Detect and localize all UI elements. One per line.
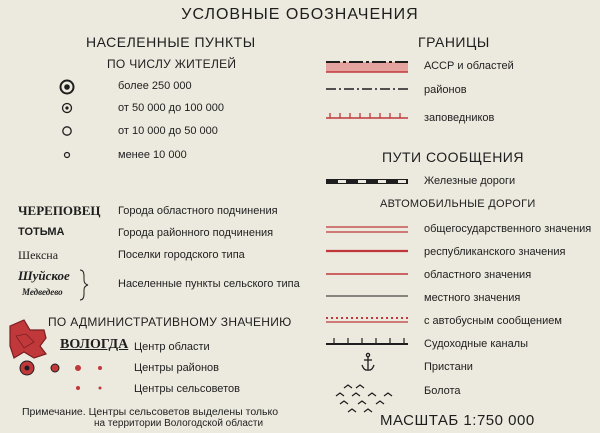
swamp-label: Болота <box>424 385 461 397</box>
swamp-icon <box>336 385 392 412</box>
sample-medvedevo: Медведево <box>22 287 63 297</box>
sample-vologda: ВОЛОГДА <box>60 337 129 352</box>
road-label-oblast: областного значения <box>424 269 532 281</box>
railways-label: Железные дороги <box>424 175 516 187</box>
legend-title: УСЛОВНЫЕ ОБОЗНАЧЕНИЯ <box>181 6 419 23</box>
settlements-title: НАСЕЛЕННЫЕ ПУНКТЫ <box>86 34 256 50</box>
routes-title: ПУТИ СООБЩЕНИЯ <box>382 149 524 165</box>
admin-label-rayon-centers: Центры районов <box>134 362 219 374</box>
border-label-rayons: районов <box>424 84 467 96</box>
map-scale: МАСШТАБ 1:750 000 <box>380 412 535 429</box>
road-label-republic: республиканского значения <box>424 246 566 258</box>
admin-label-selsovet-centers: Центры сельсоветов <box>134 383 240 395</box>
admin-title: ПО АДМИНИСТРАТИВНОМУ ЗНАЧЕНИЮ <box>48 315 292 329</box>
type-label-rural: Населенные пункты сельского типа <box>118 278 300 290</box>
road-label-local: местного значения <box>424 292 521 304</box>
borders-title: ГРАНИЦЫ <box>418 34 490 50</box>
sample-cherepovets: ЧЕРЕПОВЕЦ <box>18 203 101 218</box>
population-label-1: более 250 000 <box>118 80 192 92</box>
population-label-3: от 10 000 до 50 000 <box>118 125 218 137</box>
canals-label: Судоходные каналы <box>424 338 529 350</box>
admin-center-symbols <box>20 361 102 390</box>
border-symbols <box>326 62 408 118</box>
type-label-urban-settlements: Поселки городского типа <box>118 249 245 261</box>
railway-symbol <box>326 179 408 184</box>
piers-label: Пристани <box>424 361 473 373</box>
population-label-2: от 50 000 до 100 000 <box>118 102 225 114</box>
population-label-4: менее 10 000 <box>118 149 187 161</box>
border-label-assr: АССР и областей <box>424 60 514 72</box>
auto-roads-title: АВТОМОБИЛЬНЫЕ ДОРОГИ <box>380 198 536 210</box>
type-label-rayon-cities: Города районного подчинения <box>118 227 274 239</box>
population-circle-symbols <box>61 81 74 158</box>
note-line-2: на территории Вологодской области <box>94 418 264 429</box>
anchor-icon <box>362 353 374 370</box>
sample-totma: ТОТЬМА <box>18 226 65 238</box>
sample-sheksna: Шексна <box>18 248 59 262</box>
circle-10000-50000 <box>63 127 71 135</box>
rural-brace <box>80 270 88 300</box>
note-line-1: Примечание. Центры сельсоветов выделены только <box>22 406 279 418</box>
circle-under-10000 <box>65 153 70 158</box>
by-population-title: ПО ЧИСЛУ ЖИТЕЛЕЙ <box>107 57 237 71</box>
road-label-national: общегосударственного значения <box>424 223 592 235</box>
sample-shuyskoe: Шуйское <box>18 268 70 283</box>
admin-label-oblast-center: Центр области <box>134 341 210 353</box>
border-label-reserves: заповедников <box>424 112 495 124</box>
road-label-bus: с автобусным сообщением <box>424 315 562 327</box>
type-label-oblast-cities: Города областного подчинения <box>118 205 278 217</box>
admin-region-shape <box>10 320 46 358</box>
center-selsovet-symbol <box>76 386 80 390</box>
assr-border-band <box>326 62 408 72</box>
road-symbols <box>326 227 408 322</box>
canal-symbol <box>326 338 408 344</box>
